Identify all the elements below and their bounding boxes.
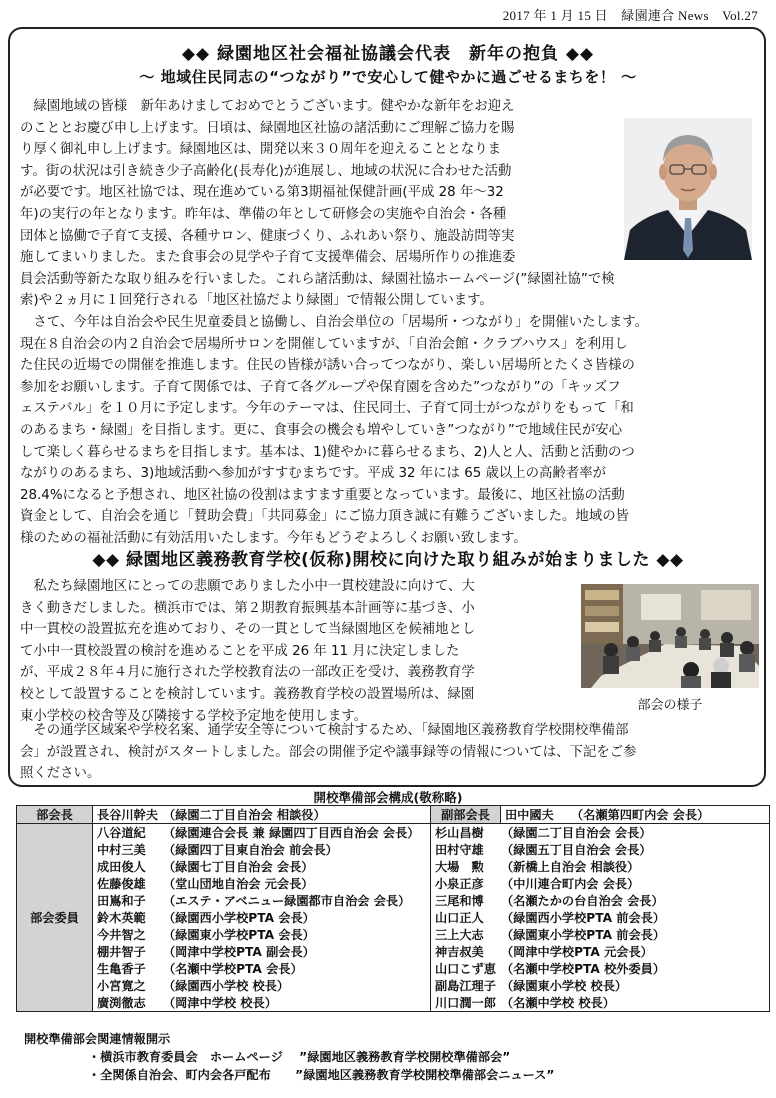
member-org: （エステ・アベニュー緑園都市自治会 会長） bbox=[163, 894, 411, 908]
text-line: 私たち緑園地区にとっての悲願でありました小中一貫校建設に向けて、大 bbox=[33, 579, 475, 594]
text-line: 中一貫校の設置拡充を進めており、その一貫として当緑園地区を候補地とし bbox=[20, 622, 476, 638]
member-name: 神吉叔美 bbox=[435, 945, 484, 959]
text-line: 校として設置することを検討しています。義務教育学校の設置場所は、緑園 bbox=[20, 686, 475, 702]
member-org: （緑園五丁目自治会 会長） bbox=[501, 843, 652, 857]
photo-caption: 部会の様子 bbox=[637, 698, 703, 713]
chair-org: （緑園二丁目自治会 相談役） bbox=[163, 808, 326, 822]
members-label: 部会委員 bbox=[17, 824, 93, 1012]
article1-subtitle: ～ 地域住民同志の“つながり”で安心して健やかに過ごせるまちを！ ～ bbox=[139, 68, 637, 86]
member-cell bbox=[93, 858, 431, 875]
member-name: 廣渕徹志 bbox=[97, 996, 146, 1010]
text-line: 現在８自治会の内２自治会で居場所サロンを開催していますが、「自治会館・クラブハウス」を利用し bbox=[20, 336, 628, 352]
table-row bbox=[17, 841, 770, 858]
text-line: 員会活動等新たな取り組みを行いました。これら諸活動は、緑園社協ホームページ(”緑園社協”で検 bbox=[20, 271, 615, 287]
member-name: 山口こず恵 bbox=[435, 962, 496, 976]
member-cell bbox=[431, 994, 770, 1012]
article1-title: ◆◆ 緑園地区社会福祉協議会代表 新年の抱負 ◆◆ bbox=[181, 44, 595, 64]
text-line: て小中一貫校設置の検討を進めることを平成 26 年 11 月に決定しました bbox=[20, 643, 460, 659]
member-name: 生亀香子 bbox=[97, 962, 146, 976]
table-row bbox=[17, 909, 770, 926]
text-line: が、平成２８年４月に施行された学校教育法の一部改正を受け、義務教育学 bbox=[20, 665, 475, 681]
text-line: 様のための福祉活動に有効活用いたします。今年もどうぞよろしくお願い致します。 bbox=[20, 530, 527, 546]
vice-chair-label: 副部会長 bbox=[431, 806, 501, 824]
disclosure-homepage: ・横浜市教育委員会 ホームページ ”緑園地区義務教育学校開校準備部会” bbox=[88, 1050, 511, 1064]
text-line: 索)や２ヵ月に１回発行される「地区社協だより緑園」で情報公開しています。 bbox=[20, 293, 493, 309]
member-name: 大場 勲 bbox=[435, 860, 484, 874]
member-name: 成田俊人 bbox=[97, 860, 146, 874]
member-cell bbox=[93, 892, 431, 909]
text-line: 施してまいりました。また食事会の見学や子育て支援準備会、居場所作りの推進委 bbox=[20, 250, 516, 266]
member-name: 今井智之 bbox=[97, 928, 146, 942]
member-name: 山口正人 bbox=[435, 911, 484, 925]
member-org: （緑園四丁目東自治会 前会長） bbox=[163, 843, 338, 857]
article1-para1 bbox=[20, 96, 618, 269]
member-org: （緑園西小学校PTA 会長） bbox=[163, 911, 315, 925]
vice-chair-name: 田中國夫 bbox=[505, 808, 554, 822]
member-org: （堂山団地自治会 元会長） bbox=[163, 877, 314, 891]
table-row bbox=[17, 892, 770, 909]
committee-table bbox=[16, 805, 770, 1012]
disclosure-heading: 開校準備部会関連情報開示 bbox=[24, 1032, 171, 1046]
member-org: （名瀬中学校 校長） bbox=[501, 996, 615, 1010]
member-org: （緑園東小学校PTA 前会長） bbox=[501, 928, 666, 942]
member-org: （緑園連合会長 兼 緑園四丁目西自治会 会長） bbox=[163, 826, 420, 840]
member-cell bbox=[93, 841, 431, 858]
member-cell bbox=[431, 875, 770, 892]
meeting-photo bbox=[581, 584, 759, 688]
member-name: 鈴木英範 bbox=[97, 911, 146, 925]
member-org: （緑園西小学校PTA 前会長） bbox=[501, 911, 666, 925]
member-org: （岡津中学校 校長） bbox=[163, 996, 277, 1010]
vice-chair-cell bbox=[501, 806, 770, 824]
member-cell bbox=[431, 841, 770, 858]
member-name: 小泉正彦 bbox=[435, 877, 484, 891]
chair-label: 部会長 bbox=[17, 806, 93, 824]
member-name: 川口潤一郎 bbox=[435, 996, 496, 1010]
text-line: その通学区域案や学校名案、通学安全等について検討するため、「緑園地区義務教育学校開校準備部 bbox=[33, 723, 629, 738]
member-cell bbox=[431, 909, 770, 926]
article2-title: ◆◆ 緑園地区義務教育学校(仮称)開校に向けた取り組みが始まりました ◆◆ bbox=[92, 550, 684, 570]
member-org: （岡津中学校PTA 副会長） bbox=[163, 945, 315, 959]
member-cell bbox=[93, 875, 431, 892]
member-cell bbox=[93, 824, 431, 842]
member-org: （緑園東小学校 校長） bbox=[501, 979, 628, 993]
table-row bbox=[17, 994, 770, 1012]
member-org: （緑園東小学校PTA 会長） bbox=[163, 928, 315, 942]
member-org: （名瀬中学校PTA 校外委員） bbox=[501, 962, 666, 976]
member-name: 杉山昌樹 bbox=[435, 826, 484, 840]
committee-caption: 開校準備部会構成(敬称略) bbox=[313, 790, 463, 805]
member-org: （名瀬たかの台自治会 会長） bbox=[501, 894, 664, 908]
member-org: （緑園七丁目自治会 会長） bbox=[163, 860, 314, 874]
member-name: 棚井智子 bbox=[97, 945, 146, 959]
member-cell bbox=[431, 943, 770, 960]
member-org: （中川連合町内会 会長） bbox=[501, 877, 640, 891]
member-cell bbox=[431, 824, 770, 842]
member-cell bbox=[431, 977, 770, 994]
member-name: 田嶌和子 bbox=[97, 894, 146, 908]
text-line: 緑園地域の皆様 新年あけましておめでとうございます。健やかな新年をお迎え bbox=[33, 99, 515, 114]
text-line: す。街の状況は引き続き少子高齢化(長寿化)が進展し、地域の状況に合わせた活動 bbox=[20, 163, 512, 179]
member-org: （岡津中学校PTA 元会長） bbox=[501, 945, 653, 959]
table-row bbox=[17, 977, 770, 994]
chair-cell bbox=[93, 806, 431, 824]
member-name: 八谷道紀 bbox=[97, 826, 146, 840]
disclosure-newsletter: ・全関係自治会、町内会各戸配布 ”緑園地区義務教育学校開校準備部会ニュース” bbox=[88, 1068, 555, 1082]
member-name: 田村守雄 bbox=[435, 843, 484, 857]
member-cell bbox=[93, 909, 431, 926]
member-cell bbox=[431, 858, 770, 875]
member-name: 三尾和博 bbox=[435, 894, 484, 908]
member-name: 三上大志 bbox=[435, 928, 484, 942]
member-cell bbox=[93, 994, 431, 1012]
text-line: 東小学校の校舎等及び隣接する学校予定地を使用します。 bbox=[20, 708, 368, 724]
chair-name: 長谷川幹夫 bbox=[97, 808, 158, 822]
text-line: して楽しく暮らせるまちを目指します。基本は、1)健やかに暮らせるまち、2)人と人、活動と活動のつ bbox=[20, 444, 635, 460]
member-name: 中村三美 bbox=[97, 843, 146, 857]
table-row bbox=[17, 858, 770, 875]
article1-para2 bbox=[20, 312, 760, 550]
text-line: さて、今年は自治会や民生児童委員と協働し、自治会単位の「居場所・つながり」を開催いたします。 bbox=[33, 315, 649, 330]
member-org: （名瀬中学校PTA 会長） bbox=[163, 962, 303, 976]
member-cell bbox=[431, 892, 770, 909]
text-line: きく動きだしました。横浜市では、第２期教育振興基本計画等に基づき、小 bbox=[20, 600, 475, 616]
member-org: （新橋上自治会 相談役） bbox=[501, 860, 640, 874]
member-cell bbox=[93, 977, 431, 994]
member-cell bbox=[93, 943, 431, 960]
text-line: 資金として、自治会を通じ「賛助会費」「共同募金」にご協力頂き誠に有難うございました。地域の皆 bbox=[20, 509, 629, 525]
member-name: 副島江理子 bbox=[435, 979, 496, 993]
table-row bbox=[17, 875, 770, 892]
text-line: のこととお慶び申し上げます。日頃は、緑園地区社協の諸活動にご理解ご協力を賜 bbox=[20, 120, 515, 136]
article2-para2 bbox=[20, 720, 760, 785]
text-line: 照ください。 bbox=[20, 766, 101, 782]
vice-chair-org: （名瀬第四町内会 会長） bbox=[571, 808, 710, 822]
member-cell bbox=[93, 926, 431, 943]
text-line: が必要です。地区社協では、現在進めている第3期福祉保健計画(平成 28 年～32 bbox=[20, 185, 504, 201]
text-line: 参加をお願いします。子育て関係では、子育て各グループや保育園を含めた”つながり”の「キッズフ bbox=[20, 379, 621, 395]
article2-para1 bbox=[20, 576, 576, 727]
table-row bbox=[17, 824, 770, 842]
text-line: 28.4%になると予想され、地区社協の役割はますます重要となっています。最後に、地区社協の活動 bbox=[20, 487, 625, 503]
member-cell bbox=[431, 960, 770, 977]
representative-portrait bbox=[624, 118, 752, 260]
text-line: た住民の近場での開催を推進します。住民の皆様が誘い合ってつながり、楽しい居場所とたくさ皆様の bbox=[20, 358, 635, 374]
member-cell bbox=[431, 926, 770, 943]
text-line: のあるまち・緑園」を目指します。更に、食事会の機会も増やしていき”つながり”で地域住民が安心 bbox=[20, 422, 622, 438]
member-name: 佐藤俊雄 bbox=[97, 877, 146, 891]
text-line: 団体と協働で子育て支援、各種サロン、健康づくり、ふれあい祭り、施設訪問等実 bbox=[20, 228, 515, 244]
text-line: ェステバル」を１０月に予定します。今年のテーマは、住民同士、子育て同士がつながりをもって「和 bbox=[20, 401, 634, 417]
text-line: り厚く御礼申し上げます。緑園地区は、開発以来３０周年を迎えることとなりま bbox=[20, 142, 501, 158]
text-line: ながりのあるまち、3)地域活動へ参加がすすむまちです。平成 32 年には 65 歳以上の高齢者率が bbox=[20, 466, 607, 482]
table-row bbox=[17, 943, 770, 960]
article1-para1-tail bbox=[20, 269, 760, 312]
newsletter-header: 2017 年 1 月 15 日 緑園連合 News Vol.27 bbox=[502, 8, 758, 23]
table-row bbox=[17, 926, 770, 943]
member-name: 小宮寛之 bbox=[97, 979, 146, 993]
member-cell bbox=[93, 960, 431, 977]
text-line: 会」が設置され、検討がスタートしました。部会の開催予定や議事録等の情報については、下記をご参 bbox=[20, 744, 637, 760]
table-row bbox=[17, 960, 770, 977]
text-line: 年)の実行の年となります。昨年は、準備の年として研修会の実施や自治会・各種 bbox=[20, 206, 507, 222]
member-org: （緑園西小学校 校長） bbox=[163, 979, 290, 993]
member-org: （緑園二丁目自治会 会長） bbox=[501, 826, 652, 840]
